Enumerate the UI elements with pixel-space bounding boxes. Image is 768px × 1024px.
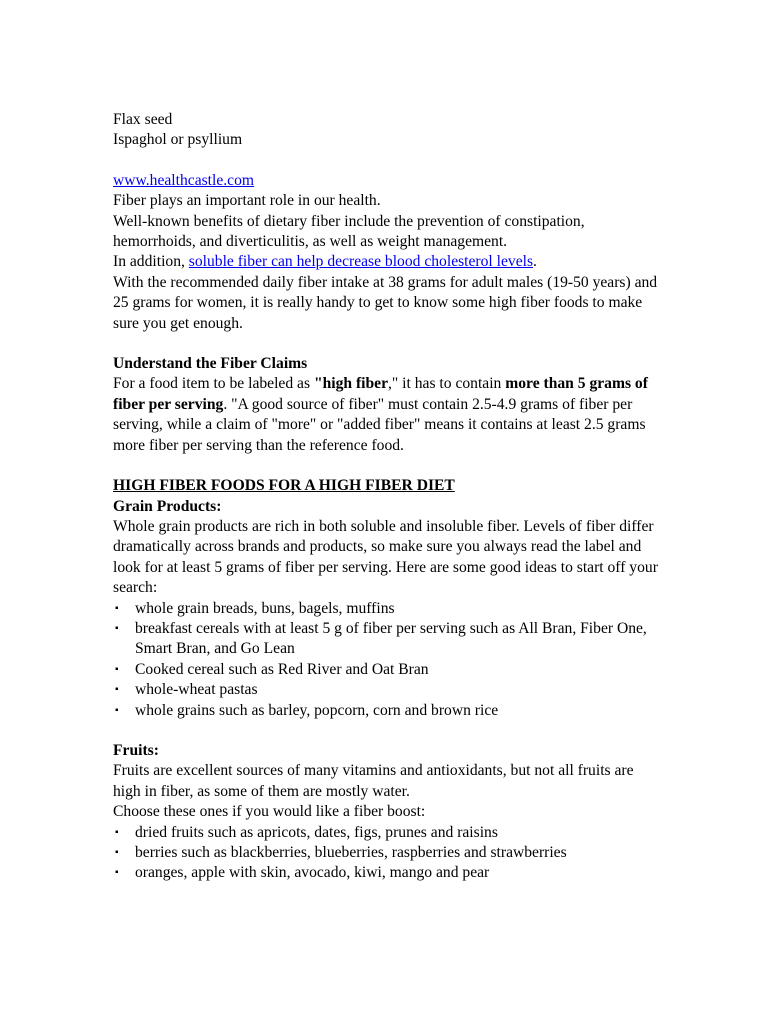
- bullet-icon: ▪: [115, 602, 119, 614]
- section-heading: [113, 476, 658, 496]
- intro-line-4: With the recommended daily fiber intake at 38 grams for adult males (19-50 years) and 25 grams for women, it is really handy to get to know some high fiber foods to make sure you get enough.: [113, 273, 658, 332]
- grain-heading-text: Grain Products:: [113, 497, 222, 515]
- list-item-text: oranges, apple with skin, avocado, kiwi, mango and pear: [135, 864, 490, 882]
- list-item: [113, 843, 658, 863]
- spacer: [113, 456, 658, 476]
- document-content: [113, 110, 658, 884]
- list-line-ispaghol: Ispaghol or psyllium: [113, 131, 243, 149]
- fruits-heading-text: Fruits:: [113, 741, 159, 759]
- grain-body: Whole grain products are rich in both soluble and insoluble fiber. Levels of fiber differ dramatically across brands and products, so make sure you always read the label and look for at least 5 grams of fiber per serving. Here are some good ideas to start off your search:: [113, 517, 658, 597]
- claims-text-3: . "A good source of fiber" must contain 2.5-4.9 grams of fiber per serving, while a claim of "more" or "added fiber" means it contains at least 2.5 grams more fiber per serving than the reference food.: [113, 395, 646, 454]
- list-item: [113, 619, 658, 660]
- bullet-icon: ▪: [115, 684, 119, 696]
- spacer: [113, 334, 658, 354]
- claims-heading-text: Understand the Fiber Claims: [113, 355, 308, 373]
- list-item-text: breakfast cereals with at least 5 g of fiber per serving such as All Bran, Fiber One, Smart Bran, and Go Lean: [135, 619, 647, 658]
- grain-heading: [113, 497, 658, 517]
- bullet-icon: ▪: [115, 826, 119, 838]
- intro-line-2: Well-known benefits of dietary fiber include the prevention of constipation, hemorrhoids, and diverticulitis, as well as weight management.: [113, 212, 585, 251]
- list-item-text: berries such as blackberries, blueberries, raspberries and strawberries: [135, 844, 567, 861]
- claims-bold-threshold: more than 5 grams of fiber per serving: [113, 375, 648, 413]
- section-heading-text: HIGH FIBER FOODS FOR A HIGH FIBER DIET: [113, 477, 455, 495]
- claims-text-1: For a food item to be labeled as: [113, 375, 314, 393]
- list-item: [113, 599, 658, 619]
- intro-line-3-suffix: .: [533, 253, 537, 271]
- fruits-body-2: Choose these ones if you would like a fiber boost:: [113, 803, 426, 821]
- claims-heading: [113, 354, 658, 374]
- list-item: [113, 863, 658, 883]
- bullet-icon: ▪: [115, 622, 119, 634]
- list-item: [113, 701, 658, 721]
- bullet-icon: ▪: [115, 867, 119, 879]
- soluble-fiber-link[interactable]: soluble fiber can help decrease blood cholesterol levels: [188, 253, 534, 271]
- spacer: [113, 721, 658, 741]
- intro-line-3: [113, 252, 658, 272]
- intro-line-1: Fiber plays an important role in our health.: [113, 192, 381, 210]
- claims-text-2: ," it has to contain: [388, 375, 506, 393]
- grain-list: [113, 599, 658, 721]
- fruits-body-1: Fruits are excellent sources of many vitamins and antioxidants, but not all fruits are high in fiber, as some of them are mostly water.: [113, 762, 634, 800]
- bullet-icon: ▪: [115, 847, 119, 858]
- fruits-list: [113, 823, 658, 884]
- fruits-heading: [113, 741, 658, 761]
- list-item-text: whole grains such as barley, popcorn, corn and brown rice: [135, 701, 499, 719]
- healthcastle-link[interactable]: www.healthcastle.com: [113, 171, 255, 189]
- list-item-text: Cooked cereal such as Red River and Oat Bran: [135, 660, 429, 678]
- list-item: [113, 823, 658, 843]
- list-item-text: whole grain breads, buns, bagels, muffins: [135, 599, 395, 617]
- list-item-text: whole-wheat pastas: [135, 681, 258, 699]
- claims-paragraph: [113, 374, 658, 456]
- bullet-icon: ▪: [115, 704, 119, 716]
- claims-bold-high-fiber: "high fiber: [313, 375, 389, 393]
- list-item: [113, 680, 658, 700]
- bullet-icon: ▪: [115, 663, 119, 675]
- source-link-line: [113, 171, 658, 191]
- list-item-text: dried fruits such as apricots, dates, figs, prunes and raisins: [135, 823, 498, 841]
- list-line-flax: Flax seed: [113, 111, 173, 128]
- list-item: [113, 660, 658, 680]
- spacer: [113, 151, 658, 171]
- intro-line-3-prefix: In addition,: [113, 253, 189, 271]
